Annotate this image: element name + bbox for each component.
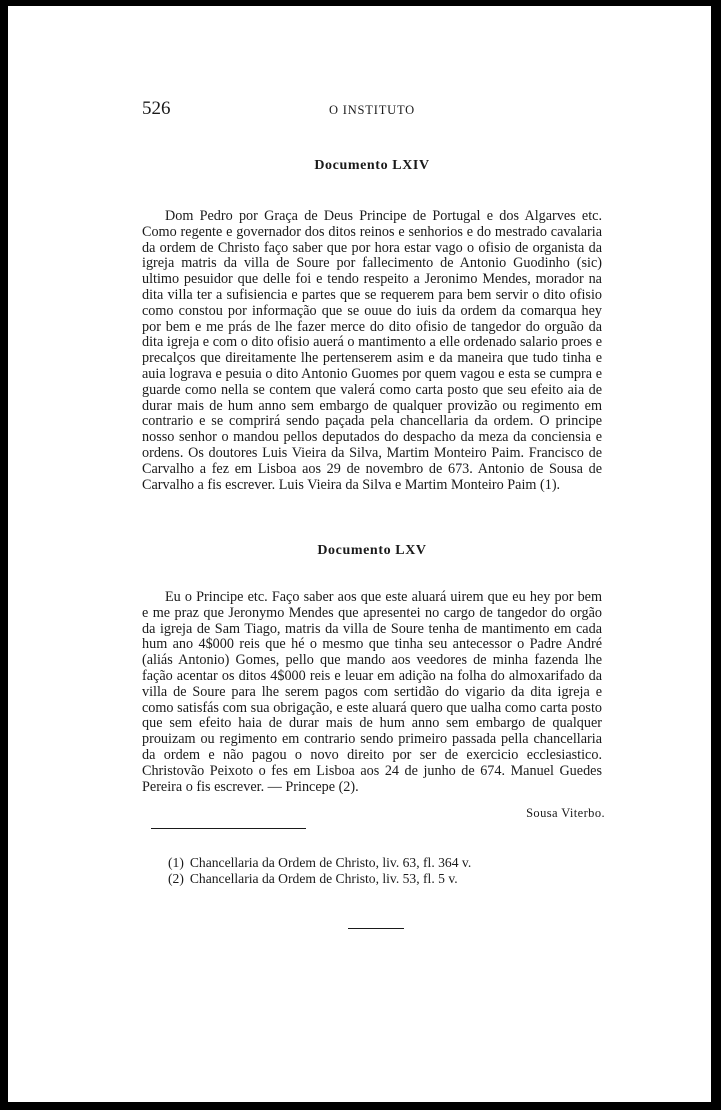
document-paragraph: Dom Pedro por Graça de Deus Principe de Portugal e dos Algarves etc. Como regente e governador dos ditos reinos e senhorios e do mestrado cavalaria da ordem de Christo faço saber que por hora estar vago o ofisio de organista da igreja matris da villa de Soure por fallecimento de Antonio Guodinho (sic) ultimo pesuidor que delle foi e tendo respeito a Jeronimo Mendes, morador na dita villa ter a sufisiencia e partes que se requerem para bem servir o dito ofisio como constou por informação que se ouue do iuis da ordem da comarqua hey por bem e me prás de lhe fazer merce do dito ofisio de tangedor do orguão da dita igreja e com o dito ofisio auerá o mantimento a elle ordenado salario proes e precalços que direitamente lhe pertenserem asim e da maneira que tudo tinha e auia lograva e pesuia o dito Antonio Guomes por quem vagou e esta se cumpra e guarde como nella se contem que valerá como carta posto que seu efeito aia de durar mais de hum anno sem embargo de qualquer provizão ou regimento em contrario e se comprirá sendo paçada pela chancellaria da ordem. O principe nosso senhor o mandou pellos deputados do despacho da meza da conciensia e ordens. Os doutores Luis Vieira da Silva, Martim Monteiro Paim. Francisco de Carvalho a fez em Lisboa aos 29 de novembro de 673. Antonio de Sousa de Carvalho a fis escrever. Luis Vieira da Silva e Martim Monteiro Paim (1). — [142, 208, 602, 493]
footnote-2 — [168, 871, 588, 887]
footnotes — [168, 855, 588, 887]
footnote-text: Chancellaria da Ordem de Christo, liv. 53, fl. 5 v. — [189, 871, 458, 886]
book-page — [8, 6, 711, 1102]
footnote-1 — [168, 855, 588, 871]
running-title: O INSTITUTO — [329, 103, 415, 117]
author-signature: Sousa Viterbo. — [526, 806, 605, 820]
footnote-text: Chancellaria da Ordem de Christo, liv. 63, fl. 364 v. — [189, 855, 472, 870]
footnote-divider — [151, 828, 306, 829]
footnote-marker: (1) — [168, 855, 184, 870]
page-number: 526 — [142, 98, 171, 119]
footnote-marker: (2) — [168, 871, 184, 886]
document-title-lxv: Documento LXV — [317, 543, 427, 558]
document-body-lxiv — [142, 209, 602, 493]
document-paragraph: Eu o Principe etc. Faço saber aos que este aluará uirem que eu hey por bem e me praz que Jeronymo Mendes que apresentei no cargo de tangedor do orgão da igreja de Sam Tiago, matris da villa de Soure tenha de mantimento em cada hum ano 4$000 reis que hé o mesmo que tinha seu antecessor o Padre André (aliás Antonio) Gomes, pello que mando aos veedores de minha fazenda lhe fação acentar os ditos 4$000 reis e leuar em adição na folha do almoxarifado da villa de Soure para lhe serem pagos com sertidão do vigario da dita igreja e como satisfás com sua obrigação, e este aluará quero que ualha como carta posto que sem efeito haia de durar mais de hum anno sem embargo de qualquer prouizam ou regimento em contrario sendo primeiro passada pella chancellaria da ordem e não pagou o novo direito por ser de exercicio ecclesiastico. Christovão Peixoto o fes em Lisboa aos 24 de junho de 674. Manuel Guedes Pereira o fis escrever. — Princepe (2). — [142, 589, 602, 795]
document-title-lxiv: Documento LXIV — [314, 158, 430, 173]
document-body-lxv — [142, 590, 602, 795]
page-header — [142, 98, 602, 122]
end-rule — [348, 928, 404, 929]
